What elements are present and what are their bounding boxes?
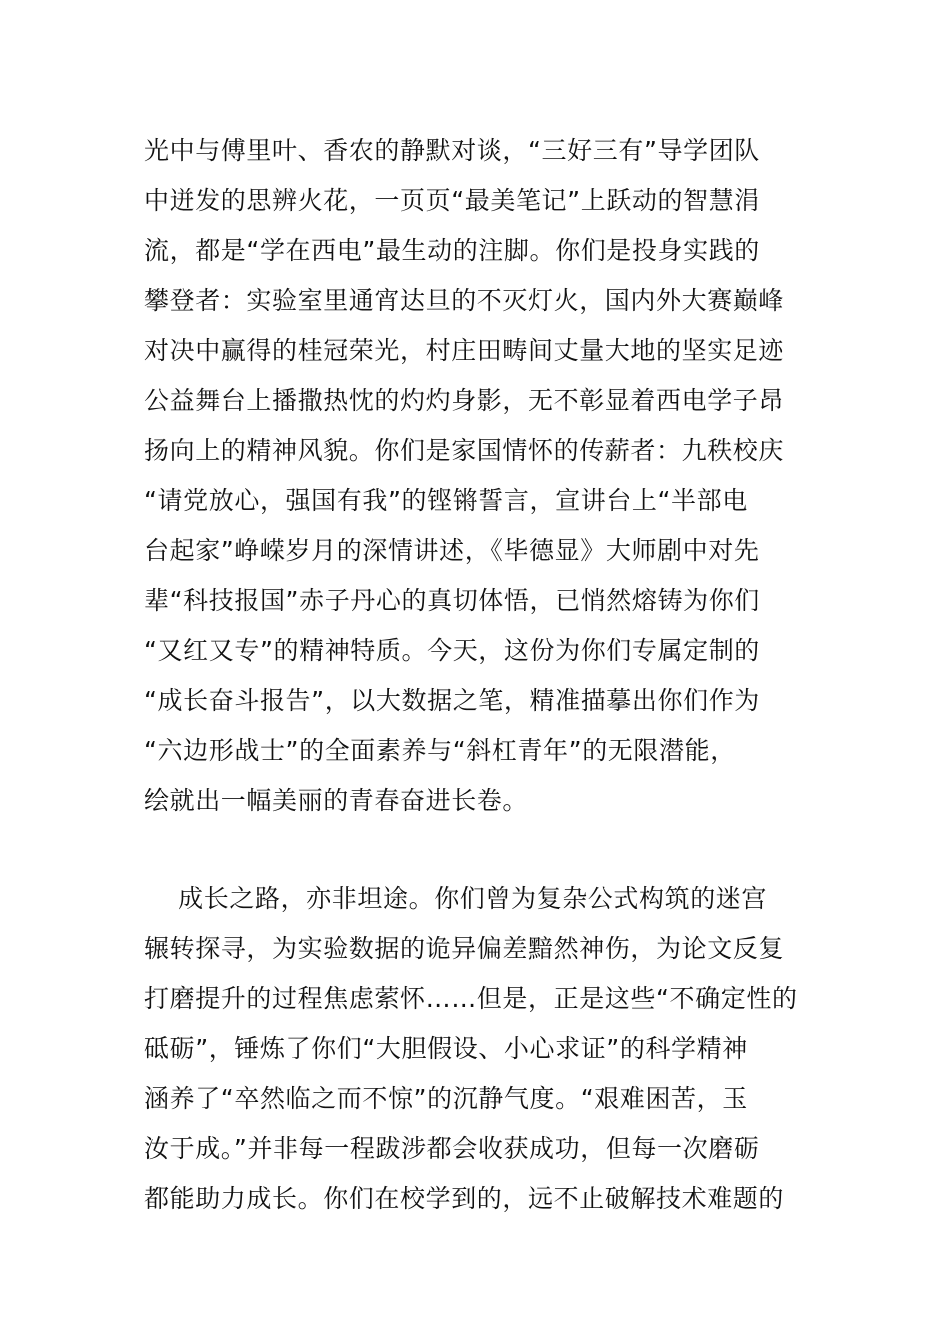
text-line: 扬向上的精神风貌。你们是家国情怀的传薪者：九秩校庆 <box>144 436 785 465</box>
text-line: “六边形战士”的全面素养与“斜杠青年”的无限潜能， <box>144 736 736 765</box>
paragraph-1 <box>144 126 814 826</box>
text-line: 成长之路，亦非坦途。你们曾为复杂公式构筑的迷宫 <box>144 884 767 913</box>
text-line: 公益舞台上播撒热忱的灼灼身影，无不彰显着西电学子昂 <box>144 386 785 415</box>
text-line: 砥砺”，锤炼了你们“大胆假设、小心求证”的科学精神 <box>144 1034 748 1063</box>
text-line: 辗转探寻，为实验数据的诡异偏差黯然神伤，为论文反复 <box>144 934 785 963</box>
text-line: “又红又专”的精神特质。今天，这份为你们专属定制的 <box>144 636 760 665</box>
text-line: 绘就出一幅美丽的青春奋进长卷。 <box>144 786 529 815</box>
paragraph-2 <box>144 874 814 1224</box>
text-line: “成长奋斗报告”，以大数据之笔，精准描摹出你们作为 <box>144 686 760 715</box>
text-line: 辈“科技报国”赤子丹心的真切体悟，已悄然熔铸为你们 <box>144 586 760 615</box>
text-line: 打磨提升的过程焦虑萦怀……但是，正是这些“不确定性的 <box>144 984 798 1013</box>
text-line: 台起家”峥嵘岁月的深情讲述，《毕德显》大师剧中对先 <box>144 536 760 565</box>
text-line: 对决中赢得的桂冠荣光，村庄田畴间丈量大地的坚实足迹 <box>144 336 785 365</box>
text-line: 汝于成。”并非每一程跋涉都会收获成功，但每一次磨砺 <box>144 1134 760 1163</box>
text-line: 光中与傅里叶、香农的静默对谈，“三好三有”导学团队 <box>144 136 760 165</box>
text-line: 涵养了“卒然临之而不惊”的沉静气度。“艰难困苦，玉 <box>144 1084 748 1113</box>
text-line: “请党放心，强国有我”的铿锵誓言，宣讲台上“半部电 <box>144 486 748 515</box>
text-line: 流，都是“学在西电”最生动的注脚。你们是投身实践的 <box>144 236 760 265</box>
text-line: 都能助力成长。你们在校学到的，远不止破解技术难题的 <box>144 1184 785 1213</box>
text-line: 中迸发的思辨火花，一页页“最美笔记”上跃动的智慧涓 <box>144 186 760 215</box>
text-line: 攀登者：实验室里通宵达旦的不灭灯火，国内外大赛巅峰 <box>144 286 785 315</box>
